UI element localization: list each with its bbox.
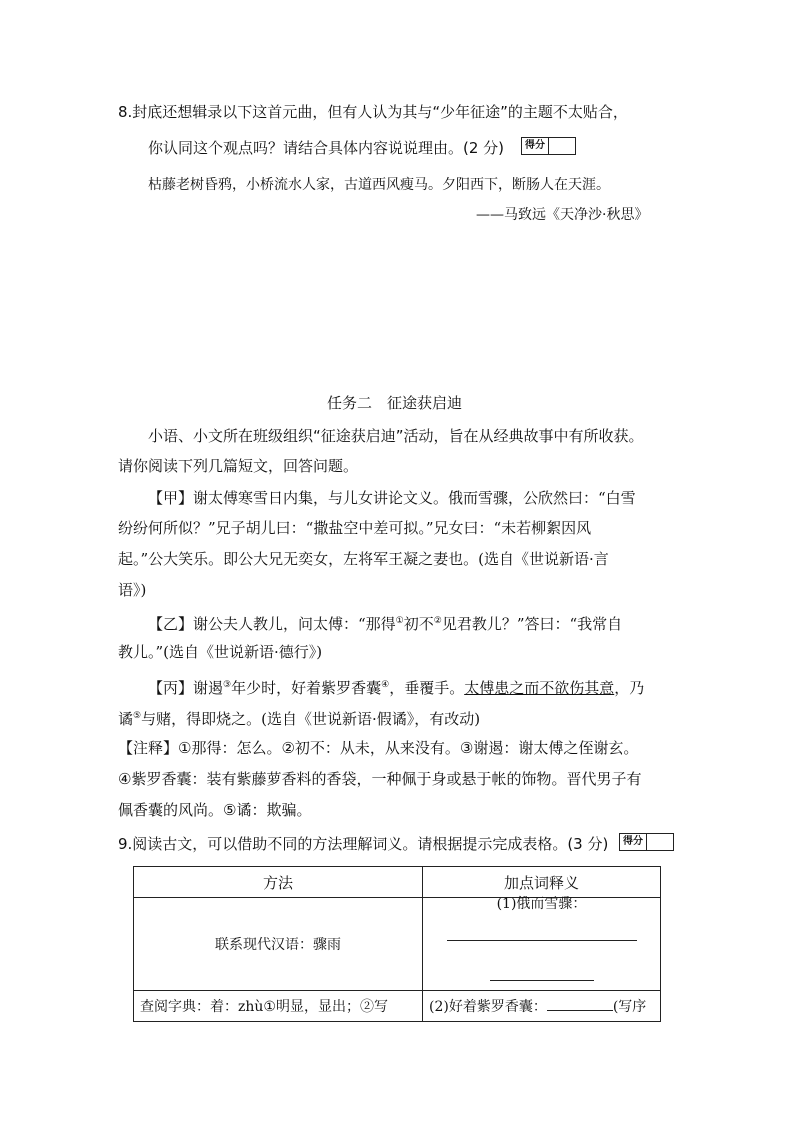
method-table [133,866,661,1022]
row2-answer-prompt: (2)好着紫罗香囊： [429,999,547,1015]
note-mark-2: ② [433,616,442,626]
score-label: 得分 [522,138,549,154]
underlined-sentence: 太傅患之而不欲伤其意 [464,679,615,697]
bing-line1-b: 年少时，好着紫罗香囊 [231,679,382,697]
row1-method: 联系现代汉语：骤雨 [134,898,423,991]
poem-text: 枯藤老树昏鸦，小桥流水人家，古道西风瘦马。夕阳西下，断肠人在天涯。 [148,177,610,193]
q8-line2: 你认同这个观点吗？请结合具体内容说说理由。(2 分) [148,139,505,157]
bing-line1-a: 【丙】谢遏 [148,679,224,697]
jia-line3: 起。”公大笑乐。即公大兄无奕女，左将军王凝之妻也。(选自《世说新语·言 [118,550,609,568]
score-blank [549,138,575,154]
answer-blank-1[interactable] [447,940,637,941]
table-row [134,991,661,1022]
note-mark-5: ⑤ [133,711,142,721]
table-row [134,898,661,991]
score-label: 得分 [620,834,647,850]
jia-line1: 【甲】谢太傅寒雪日内集，与儿女讲论文义。俄而雪骤，公欣然曰：“白雪 [148,489,636,507]
table-header-method: 方法 [134,867,423,898]
score-blank [647,834,673,850]
bing-line1 [148,675,644,698]
note-mark-4: ④ [381,680,390,690]
row2-method: 查阅字典：着：zhù①明显，显出；②写 [134,991,423,1022]
poem-attribution: ——马致远《天净沙·秋思》 [476,207,649,223]
row1-answer-prompt: (1)俄而雪骤： [496,896,587,912]
yi-line1-a: 【乙】谢公夫人教儿，问太傅：“那得 [148,615,396,633]
yi-line1-c: 见君教儿？”答曰：“我常自 [441,615,623,633]
bing-line1-c: ，垂覆手。 [389,679,465,697]
yi-line1 [148,611,622,634]
q8-line1: 8.封底还想辑录以下这首元曲，但有人认为其与“少年征途”的主题不太贴合， [118,103,628,121]
note-mark-3: ③ [223,680,232,690]
notes-line2: ④紫罗香囊：装有紫藤萝香料的香袋，一种佩于身或悬于帐的饰物。晋代男子有 [118,770,642,788]
yi-line1-b: 初不 [403,615,434,633]
answer-blank-3[interactable] [547,1010,613,1011]
row2-answer-suffix: (写序 [612,999,647,1015]
row1-answer-cell [423,898,661,991]
notes-line1: 【注释】①那得：怎么。②初不：从未，从来没有。③谢遏：谢太傅之侄谢玄。 [118,739,639,757]
note-mark-1: ① [395,616,404,626]
bing-line2-b: 与赌，得即烧之。(选自《世说新语·假谲》，有改动) [141,710,481,728]
q9-score-box [619,833,674,851]
notes-line3: 佩香囊的风尚。⑤谲：欺骗。 [118,801,312,819]
yi-line2: 教儿。”(选自《世说新语·德行》) [118,643,323,661]
bing-line2 [118,706,480,729]
jia-line4: 语》) [118,581,147,599]
q8-score-box [521,137,576,155]
task2-intro-line1: 小语、小文所在班级组织“征途获启迪”活动，旨在从经典故事中有所收获。 [148,427,644,445]
task2-intro-line2: 请你阅读下列几篇短文，回答问题。 [118,457,359,475]
q9-stem: 9.阅读古文，可以借助不同的方法理解词义。请根据提示完成表格。(3 分) [118,835,609,853]
table-header-meaning: 加点词释义 [423,867,661,898]
bing-line1-d: ，乃 [614,679,645,697]
jia-line2: 纷纷何所似？”兄子胡儿曰：“撒盐空中差可拟。”兄女曰：“未若柳絮因风 [118,519,592,537]
task2-title: 任务二 征途获启迪 [327,394,463,412]
row2-answer-cell [423,991,661,1022]
answer-blank-2[interactable] [490,980,594,981]
bing-line2-a: 谲 [118,710,134,728]
